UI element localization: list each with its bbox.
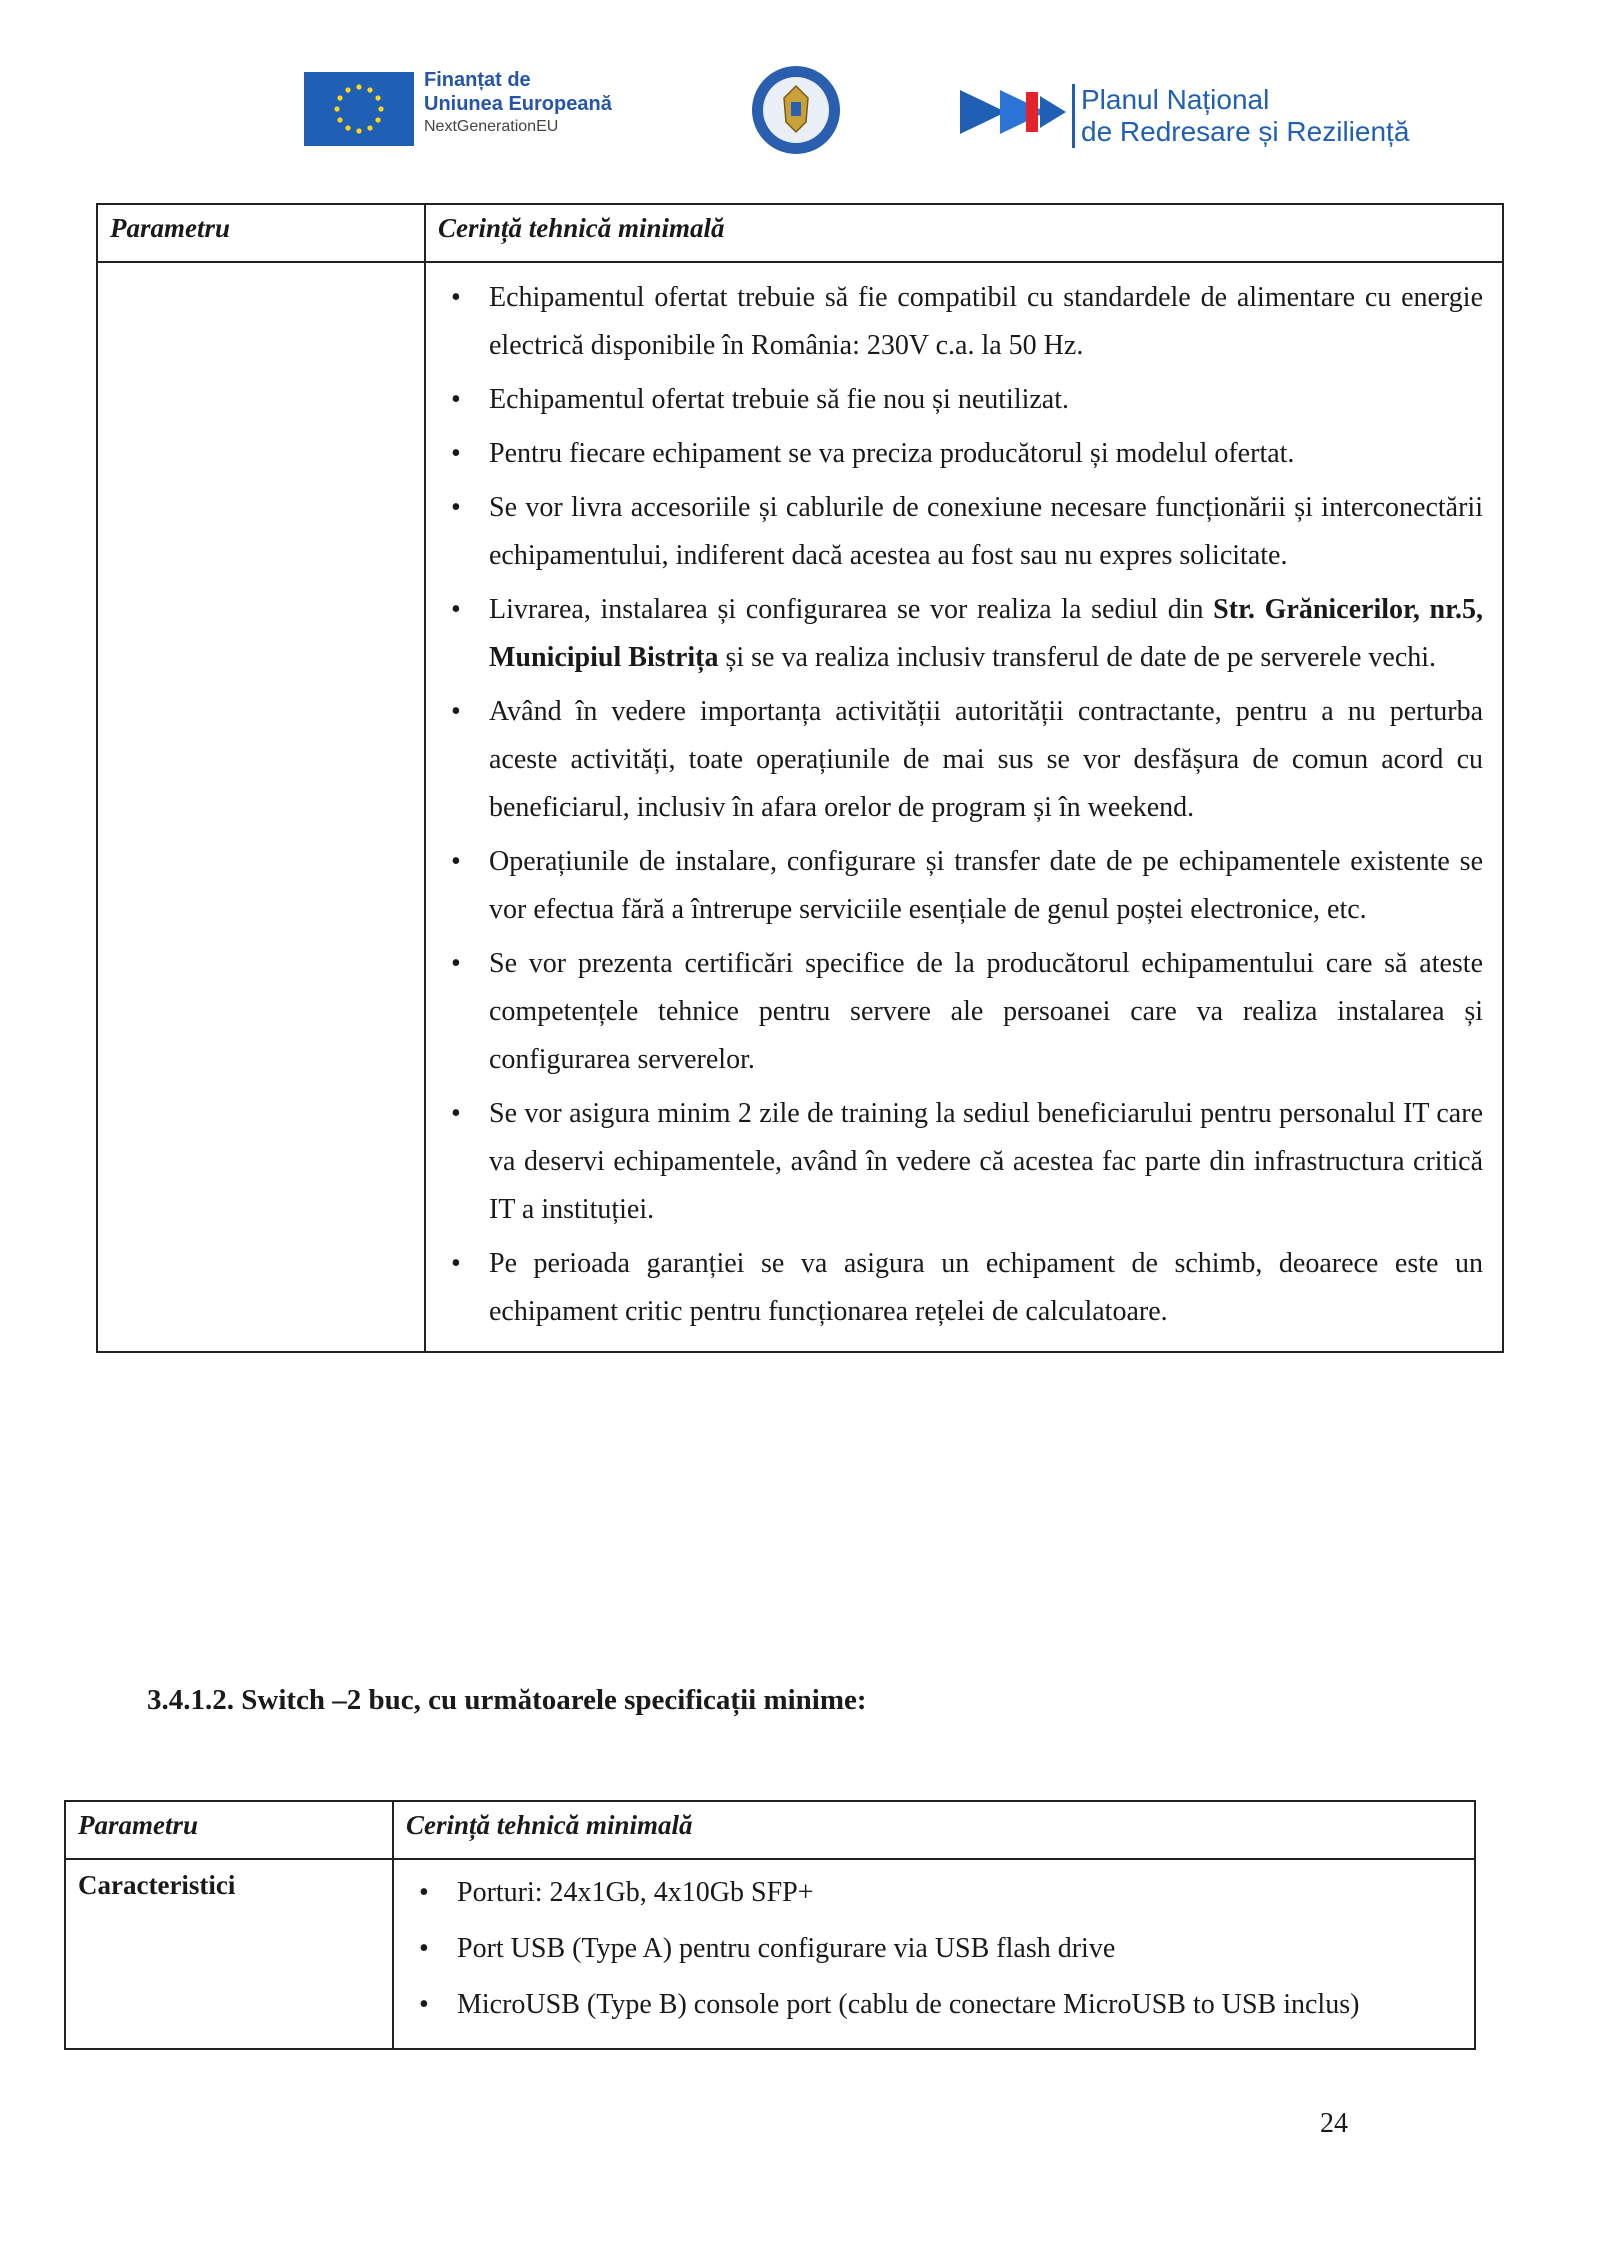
parameter-cell: Caracteristici <box>65 1859 393 2049</box>
table-header-row <box>65 1801 1475 1859</box>
table-row <box>97 262 1503 1352</box>
list-item-text: Livrarea, instalarea și configurarea se vor realiza la sediul din <box>489 594 1214 625</box>
requirement-list <box>427 264 1501 1350</box>
section-heading: 3.4.1.2. Switch –2 buc, cu următoarele specificații minime: <box>147 1684 867 1716</box>
list-item: • Pe perioada garanției se va asigura un echipament de schimb, deoarece este un echipament critic pentru funcționarea rețelei de calculatoare. <box>445 1240 1483 1336</box>
column-header-requirement: Cerință tehnică minimală <box>425 204 1503 262</box>
government-seal-icon <box>750 64 842 156</box>
column-header-parameter: Parametru <box>97 204 425 262</box>
requirement-cell <box>393 1859 1475 2049</box>
requirement-list <box>395 1861 1473 2047</box>
address-text: Str. Grănicerilor, nr.5, Municipiul Bistrița <box>489 594 1483 673</box>
eu-funding-text <box>424 68 612 138</box>
pnrr-line-1: Planul Național <box>1081 84 1270 115</box>
eu-flag-icon <box>304 72 414 146</box>
list-item: • Pentru fiecare echipament se va preciza producătorul și modelul ofertat. <box>445 430 1483 478</box>
list-item: • Având în vedere importanța activității autorității contractante, pentru a nu perturba aceste activități, toate operațiunile de mai sus se vor desfășura de comun acord cu beneficiarul, inclusiv în afara orelor de program și în weekend. <box>445 688 1483 832</box>
page-header <box>0 62 1600 172</box>
list-item: • Port USB (Type A) pentru configurare via USB flash drive <box>413 1927 1455 1971</box>
eu-line-1: Finanțat de <box>424 69 531 91</box>
list-item: • Operațiunile de instalare, configurare și transfer date de pe echipamentele existente se vor efectua fără a întrerupe serviciile esențiale de genul poștei electronice, etc. <box>445 838 1483 934</box>
requirement-cell <box>425 262 1503 1352</box>
list-item <box>445 586 1483 682</box>
pnrr-title <box>1072 84 1409 148</box>
eu-line-2: Uniunea Europeană <box>424 93 612 115</box>
parameter-cell <box>97 262 425 1352</box>
list-item: • Porturi: 24x1Gb, 4x10Gb SFP+ <box>413 1871 1455 1915</box>
list-item: • Echipamentul ofertat trebuie să fie compatibil cu standardele de alimentare cu energie electrică disponibile în România: 230V c.a. la 50 Hz. <box>445 274 1483 370</box>
list-item: • Se vor asigura minim 2 zile de training la sediul beneficiarului pentru personalul IT care va deservi echipamentele, având în vedere că acestea fac parte din infrastructura critică IT a instituției. <box>445 1090 1483 1234</box>
column-header-requirement: Cerință tehnică minimală <box>393 1801 1475 1859</box>
list-item: • Se vor livra accesoriile și cablurile de conexiune necesare funcționării și interconectării echipamentului, indiferent dacă acestea au fost sau nu expres solicitate. <box>445 484 1483 580</box>
page-number: 24 <box>1320 2108 1348 2139</box>
pnrr-logo-icon <box>960 82 1070 142</box>
table-header-row <box>97 204 1503 262</box>
eu-line-3: NextGenerationEU <box>424 118 559 135</box>
switch-spec-table <box>64 1800 1476 2050</box>
column-header-parameter: Parametru <box>65 1801 393 1859</box>
table-row <box>65 1859 1475 2049</box>
list-item: • Echipamentul ofertat trebuie să fie nou și neutilizat. <box>445 376 1483 424</box>
list-item: • MicroUSB (Type B) console port (cablu de conectare MicroUSB to USB inclus) <box>413 1983 1455 2027</box>
pnrr-line-2: de Redresare și Reziliență <box>1081 116 1410 147</box>
requirements-table <box>96 203 1504 1353</box>
list-item-text: și se va realiza inclusiv transferul de date de pe serverele vechi. <box>718 642 1437 673</box>
list-item: • Se vor prezenta certificări specifice de la producătorul echipamentului care să ateste competențele tehnice pentru servere ale persoanei care va realiza instalarea și configurarea serverelor. <box>445 940 1483 1084</box>
